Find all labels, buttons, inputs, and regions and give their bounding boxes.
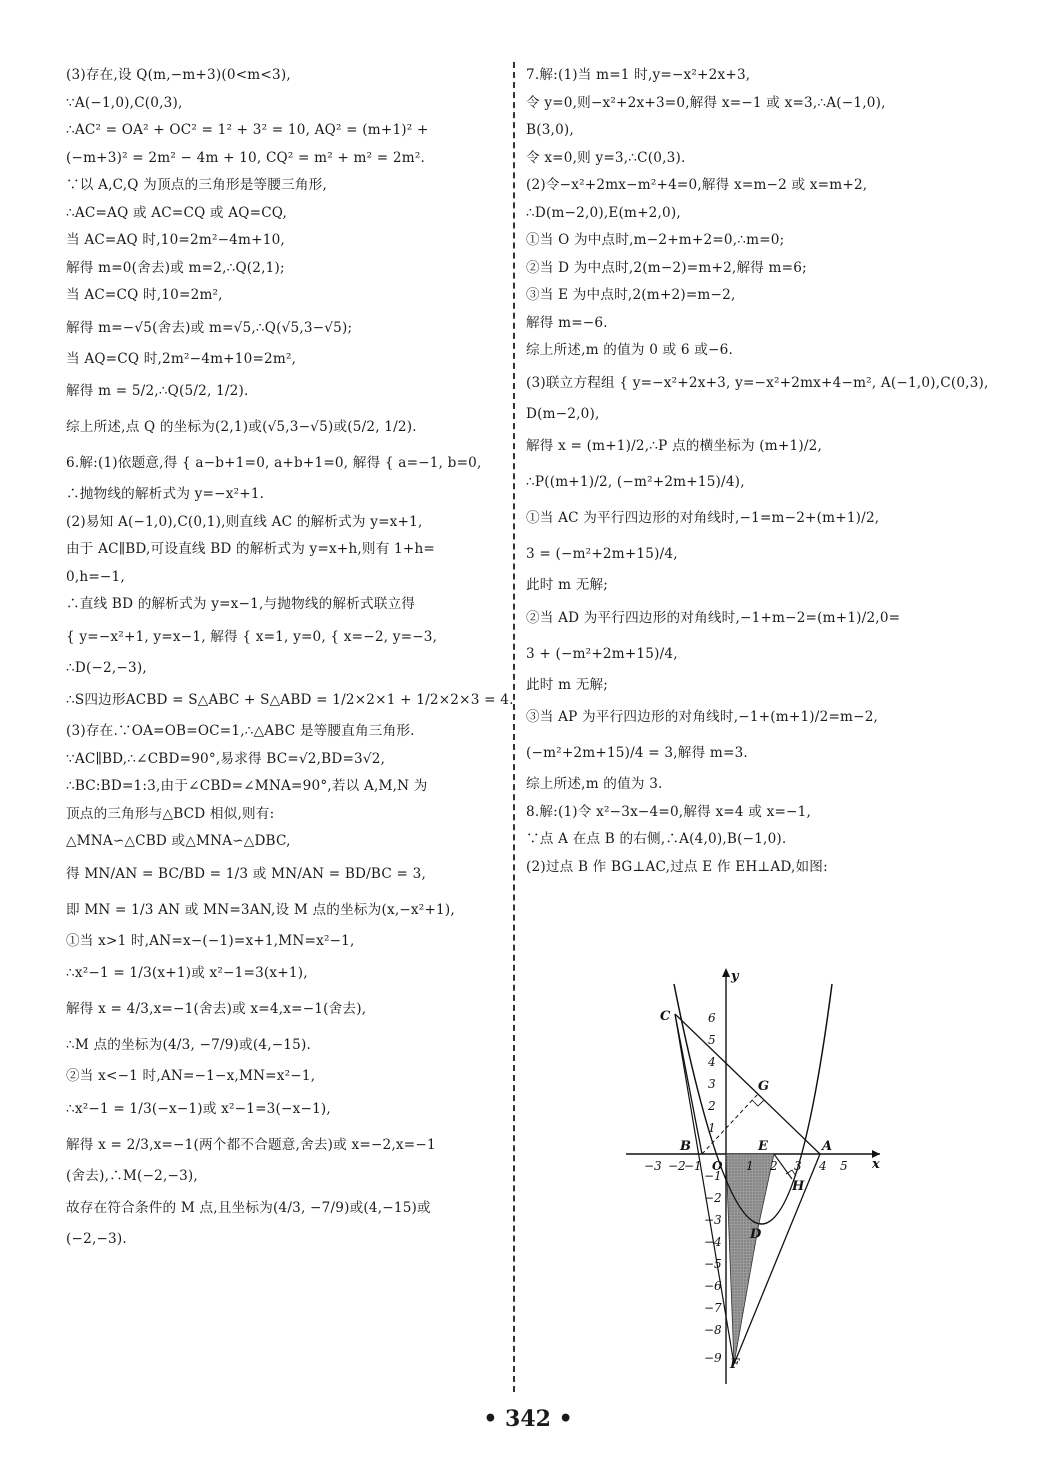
text-line: 解得 x = 4/3,x=−1(舍去)或 x=4,x=−1(舍去),: [66, 1001, 367, 1017]
text-line: (3)存在,设 Q(m,−m+3)(0<m<3),: [66, 67, 291, 83]
text-line: (2)令−x²+2mx−m²+4=0,解得 x=m−2 或 x=m+2,: [526, 177, 868, 193]
point-label-b: B: [680, 1139, 691, 1154]
y-tick: −4: [704, 1235, 722, 1249]
text-line: 此时 m 无解;: [526, 676, 609, 693]
text-line: ∴AC² = OA² + OC² = 1² + 3² = 10, AQ² = (m+1)² +: [66, 122, 429, 138]
left-column: [66, 62, 514, 1254]
text-line: ②当 x<−1 时,AN=−1−x,MN=x²−1,: [66, 1068, 316, 1084]
text-line: ∴BC:BD=1:3,由于∠CBD=∠MNA=90°,若以 A,M,N 为: [66, 778, 428, 794]
text-line: ∵A(−1,0),C(0,3),: [66, 94, 183, 111]
text-line: 6.解:(1)依题意,得 { a−b+1=0, a+b+1=0, 解得 { a=−1, b=0,: [66, 455, 482, 471]
point-label-g: G: [758, 1079, 770, 1094]
text-line: ∴抛物线的解析式为 y=−x²+1.: [66, 486, 265, 502]
text-line: 解得 x = (m+1)/2,∴P 点的横坐标为 (m+1)/2,: [526, 438, 822, 454]
text-line: ∴S四边形ACBD = S△ABC + S△ABD = 1/2×2×1 + 1/2×2×3 = 4.: [66, 692, 514, 708]
text-line: 故存在符合条件的 M 点,且坐标为(4/3, −7/9)或(4,−15)或: [66, 1200, 431, 1216]
text-line: 即 MN = 1/3 AN 或 MN=3AN,设 M 点的坐标为(x,−x²+1),: [66, 901, 455, 918]
text-line: { y=−x²+1, y=x−1, 解得 { x=1, y=0, { x=−2, y=−3,: [66, 628, 438, 645]
text-line: B(3,0),: [526, 122, 574, 138]
text-line: ∴AC=AQ 或 AC=CQ 或 AQ=CQ,: [66, 204, 287, 221]
column-divider: [513, 62, 515, 1392]
text-line: (3)联立方程组 { y=−x²+2x+3, y=−x²+2mx+4−m², A(−1,0),C(0,3),: [526, 374, 989, 391]
text-line: ①当 O 为中点时,m−2+m+2=0,∴m=0;: [526, 232, 785, 248]
y-tick: 1: [708, 1121, 716, 1135]
point-label-e: E: [758, 1139, 768, 1154]
text-line: ∴直线 BD 的解析式为 y=x−1,与抛物线的解析式联立得: [66, 596, 416, 612]
text-line: ③当 AP 为平行四边形的对角线时,−1+(m+1)/2=m−2,: [526, 709, 879, 725]
text-line: 综上所述,点 Q 的坐标为(2,1)或(√5,3−√5)或(5/2, 1/2).: [66, 419, 417, 435]
x-tick: 4: [819, 1159, 827, 1173]
text-line: △MNA∽△CBD 或△MNA∽△DBC,: [66, 833, 291, 849]
x-tick: O: [712, 1159, 723, 1173]
text-line: 此时 m 无解;: [526, 577, 609, 593]
y-tick: −9: [704, 1351, 722, 1365]
text-line: ①当 AC 为平行四边形的对角线时,−1=m−2+(m+1)/2,: [526, 510, 880, 526]
text-line: ∵AC∥BD,∴∠CBD=90°,易求得 BC=√2,BD=3√2,: [66, 750, 386, 767]
text-line: 3 = (−m²+2m+15)/4,: [526, 546, 678, 562]
y-tick: 2: [708, 1099, 716, 1113]
text-line: 当 AC=CQ 时,10=2m²,: [66, 287, 223, 303]
point-label-c: C: [660, 1009, 671, 1024]
text-line: (舍去),∴M(−2,−3),: [66, 1167, 198, 1184]
text-line: 当 AC=AQ 时,10=2m²−4m+10,: [66, 232, 285, 248]
text-line: ③当 E 为中点时,2(m+2)=m−2,: [526, 287, 736, 303]
y-tick: 4: [708, 1055, 716, 1069]
x-tick: −1: [684, 1159, 702, 1173]
y-tick: −8: [704, 1323, 722, 1337]
text-line: ∴M 点的坐标为(4/3, −7/9)或(4,−15).: [66, 1037, 312, 1053]
point-label-a: A: [822, 1139, 833, 1154]
text-line: (−m+3)² = 2m² − 4m + 10, CQ² = m² + m² = 2m².: [66, 149, 426, 166]
right-angle-g: [752, 1100, 764, 1106]
text-line: 综上所述,m 的值为 0 或 6 或−6.: [526, 342, 734, 358]
text-line: (2)易知 A(−1,0),C(0,1),则直线 AC 的解析式为 y=x+1,: [66, 513, 423, 530]
text-line: 7.解:(1)当 m=1 时,y=−x²+2x+3,: [526, 67, 751, 83]
text-line: 综上所述,m 的值为 3.: [526, 776, 663, 792]
shaded-region: [726, 1154, 774, 1364]
parabola-figure: [618, 964, 890, 1392]
point-label-h: H: [792, 1179, 805, 1194]
text-line: ②当 D 为中点时,2(m−2)=m+2,解得 m=6;: [526, 259, 807, 276]
text-line: ∴x²−1 = 1/3(x+1)或 x²−1=3(x+1),: [66, 965, 308, 981]
text-line: 令 x=0,则 y=3,∴C(0,3).: [526, 149, 686, 166]
text-line: (2)过点 B 作 BG⊥AC,过点 E 作 EH⊥AD,如图:: [526, 858, 828, 875]
x-tick: −2: [668, 1159, 686, 1173]
x-tick: 3: [794, 1159, 802, 1173]
y-tick: −7: [704, 1301, 722, 1315]
text-line: 0,h=−1,: [66, 568, 125, 585]
x-tick: −3: [644, 1159, 662, 1173]
axis-x-label: x: [872, 1157, 880, 1172]
text-line: ②当 AD 为平行四边形的对角线时,−1+m−2=(m+1)/2,0=: [526, 609, 901, 626]
text-line: 8.解:(1)令 x²−3x−4=0,解得 x=4 或 x=−1,: [526, 803, 811, 820]
text-line: 令 y=0,则−x²+2x+3=0,解得 x=−1 或 x=3,∴A(−1,0),: [526, 94, 886, 111]
text-line: (3)存在.∵OA=OB=OC=1,∴△ABC 是等腰直角三角形.: [66, 723, 415, 739]
y-tick: −3: [704, 1213, 722, 1227]
text-line: (−m²+2m+15)/4 = 3,解得 m=3.: [526, 745, 748, 761]
axis-y-label: y: [731, 969, 739, 984]
text-line: ∴D(m−2,0),E(m+2,0),: [526, 204, 681, 221]
y-axis-arrow: [722, 968, 730, 977]
point-label-f: F: [730, 1357, 740, 1372]
text-line: (−2,−3).: [66, 1231, 127, 1247]
text-line: ∵以 A,C,Q 为顶点的三角形是等腰三角形,: [66, 177, 327, 193]
y-tick: 5: [708, 1033, 716, 1047]
right-column: [526, 62, 989, 881]
text-line: 解得 m=0(舍去)或 m=2,∴Q(2,1);: [66, 259, 285, 276]
text-line: 解得 m=−√5(舍去)或 m=√5,∴Q(√5,3−√5);: [66, 319, 353, 336]
y-tick: −2: [704, 1191, 722, 1205]
y-tick: 6: [708, 1011, 716, 1025]
text-line: ①当 x>1 时,AN=x−(−1)=x+1,MN=x²−1,: [66, 932, 355, 949]
text-line: 解得 m = 5/2,∴Q(5/2, 1/2).: [66, 383, 249, 399]
page-number: • 342 •: [483, 1406, 573, 1432]
text-line: 顶点的三角形与△BCD 相似,则有:: [66, 805, 275, 822]
text-line: 解得 x = 2/3,x=−1(两个都不合题意,舍去)或 x=−2,x=−1: [66, 1136, 436, 1153]
text-line: 得 MN/AN = BC/BD = 1/3 或 MN/AN = BD/BC = 3,: [66, 865, 426, 882]
y-tick: −1: [704, 1169, 722, 1183]
x-tick: 1: [746, 1159, 754, 1173]
y-tick: 3: [708, 1077, 716, 1091]
text-line: 由于 AC∥BD,可设直线 BD 的解析式为 y=x+h,则有 1+h=: [66, 541, 436, 557]
point-label-d: D: [750, 1227, 762, 1242]
text-line: 3 + (−m²+2m+15)/4,: [526, 645, 678, 662]
text-line: ∵点 A 在点 B 的右侧,∴A(4,0),B(−1,0).: [526, 831, 787, 847]
x-tick: 2: [770, 1159, 778, 1173]
text-line: D(m−2,0),: [526, 405, 600, 422]
text-line: 当 AQ=CQ 时,2m²−4m+10=2m²,: [66, 350, 297, 367]
text-line: ∴x²−1 = 1/3(−x−1)或 x²−1=3(−x−1),: [66, 1100, 331, 1117]
text-line: ∴D(−2,−3),: [66, 659, 147, 676]
text-line: ∴P((m+1)/2, (−m²+2m+15)/4),: [526, 474, 745, 490]
text-line: 解得 m=−6.: [526, 314, 608, 331]
x-tick: 5: [840, 1159, 848, 1173]
y-tick: −5: [704, 1257, 722, 1271]
y-tick: −6: [704, 1279, 722, 1293]
